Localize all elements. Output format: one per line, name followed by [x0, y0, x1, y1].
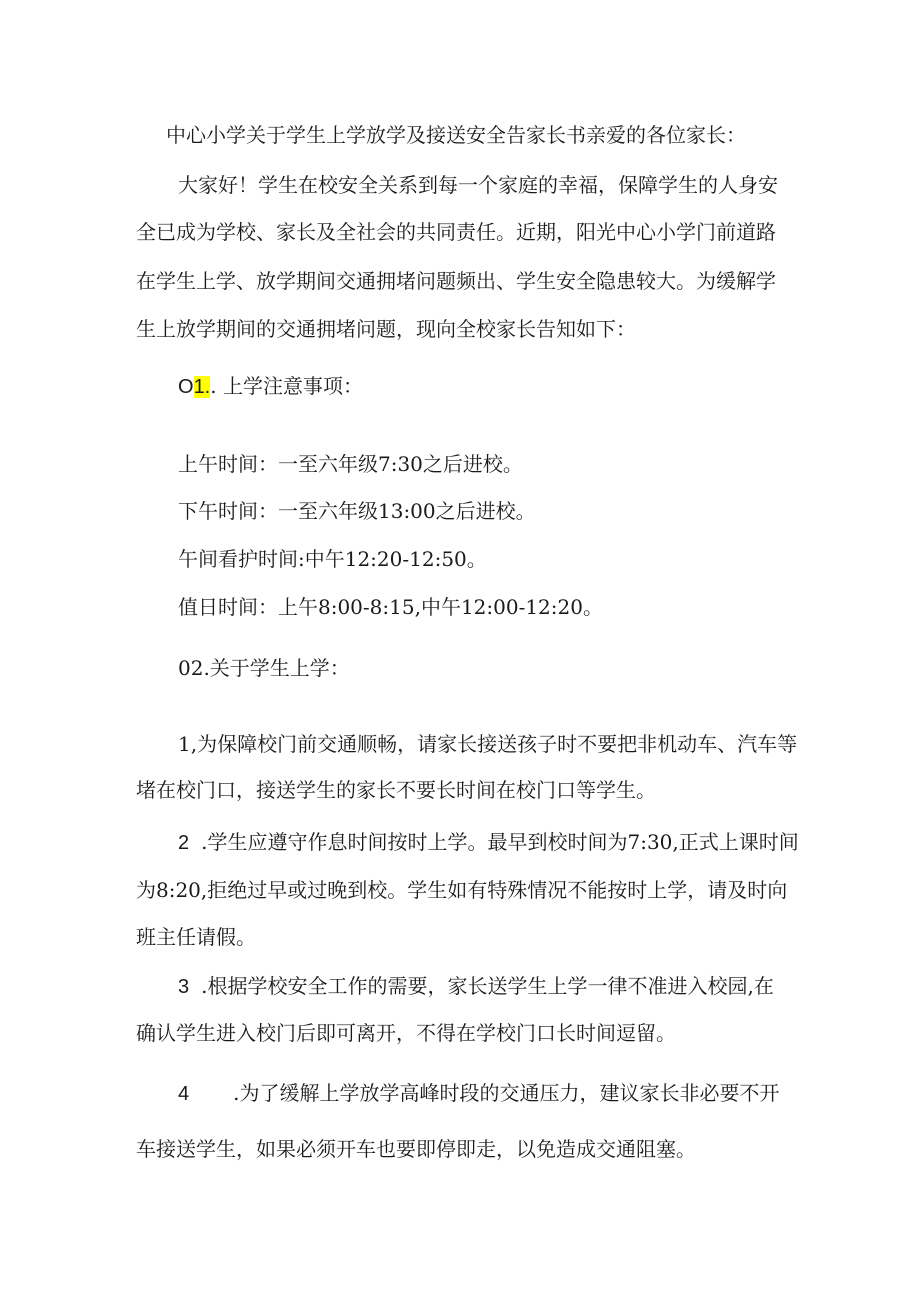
intro-line-4: 生上放学期间的交通拥堵问题，现向全校家长告知如下：: [136, 317, 636, 341]
doc-title: 中心小学关于学生上学放学及接送安全告家长书亲爱的各位家长：: [166, 123, 746, 147]
paragraph-4-text-1: .为了缓解上学放学高峰时段的交通压力，建议家长非必要不开: [233, 1081, 780, 1105]
section1-heading-text: . 上学注意事项：: [210, 374, 363, 398]
paragraph-3-line-1: [178, 973, 798, 1000]
paragraph-1-line-2: 堵在校门口，接送学生的家长不要长时间在校门口等学生。: [136, 778, 656, 802]
paragraph-4-number: 4: [178, 1083, 190, 1105]
paragraph-4-line-2: 车接送学生，如果必须开车也要即停即走，以免造成交通阻塞。: [136, 1137, 696, 1161]
paragraph-2-line-3: 班主任请假。: [136, 925, 256, 949]
paragraph-3-number: 3: [178, 976, 190, 998]
paragraph-2-number: 2: [178, 832, 190, 854]
section2-heading: 02.关于学生上学：: [178, 656, 350, 680]
intro-line-1: 大家好！学生在校安全关系到每一个家庭的幸福，保障学生的人身安: [178, 173, 778, 197]
schedule-item-duty: 值日时间：上午8:00-8:15,中午12:00-12:20。: [178, 595, 603, 619]
section1-number-highlight: 1.: [193, 376, 211, 398]
paragraph-2-text-1: .学生应遵守作息时间按时上学。最早到校时间为7:30,正式上课时间: [201, 830, 799, 854]
schedule-item-afternoon: 下午时间：一至六年级13:00之后进校。: [178, 499, 536, 523]
intro-line-3: 在学生上学、放学期间交通拥堵问题频出、学生安全隐患较大。为缓解学: [136, 269, 776, 293]
paragraph-3-line-2: 确认学生进入校门后即可离开，不得在学校门口长时间逗留。: [136, 1021, 676, 1045]
paragraph-3-text-1: .根据学校安全工作的需要，家长送学生上学一律不准进入校园,在: [201, 974, 774, 998]
schedule-item-morning: 上午时间：一至六年级7:30之后进校。: [178, 452, 523, 476]
section1-heading: [178, 373, 798, 400]
paragraph-2-line-2: 为8:20,拒绝过早或过晚到校。学生如有特殊情况不能按时上学，请及时向: [136, 878, 788, 902]
paragraph-2-line-1: [178, 829, 798, 856]
schedule-item-noon-care: 午间看护时间:中午12:20-12:50。: [178, 547, 487, 571]
paragraph-1-line-1: 1,为保障校门前交通顺畅，请家长接送孩子时不要把非机动车、汽车等: [178, 732, 798, 756]
paragraph-4-line-1: [178, 1080, 798, 1107]
intro-line-2: 全已成为学校、家长及全社会的共同责任。近期，阳光中心小学门前道路: [136, 220, 776, 244]
section1-prefix: O: [178, 376, 194, 398]
